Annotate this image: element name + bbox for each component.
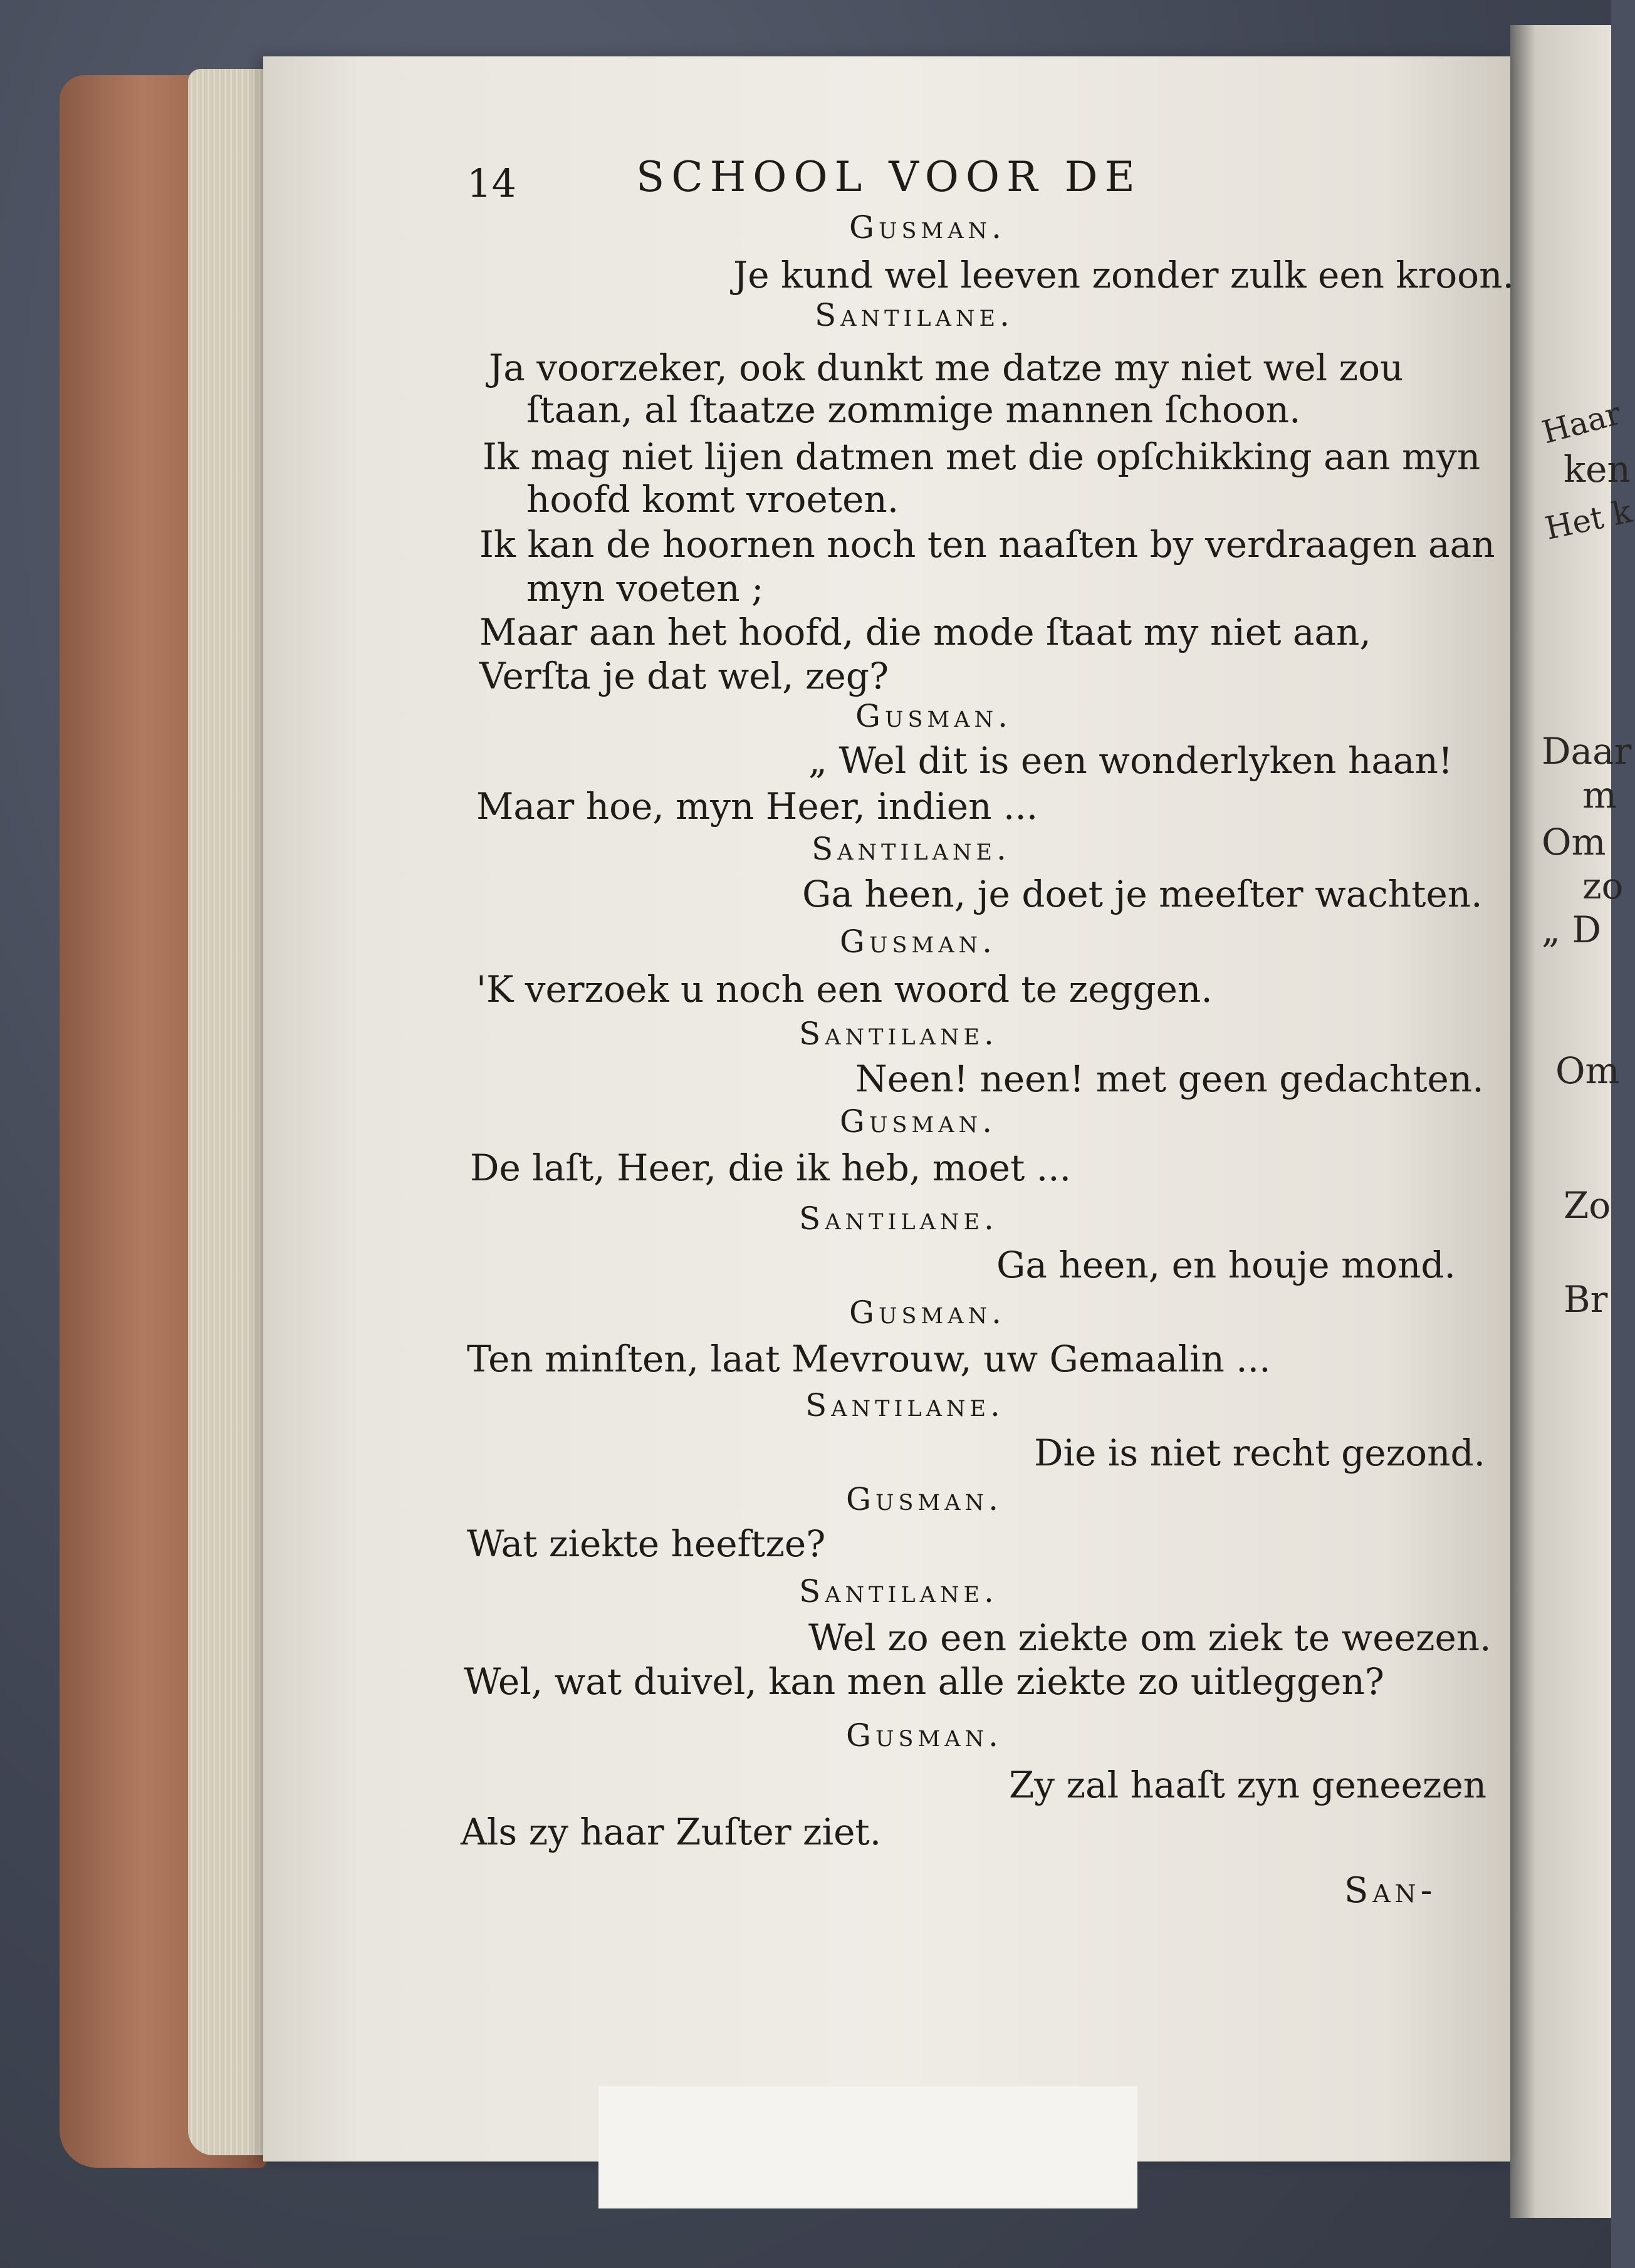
speaker-name: Gusman.: [846, 1717, 1003, 1754]
verse-line: Maar hoe, myn Heer, indien ...: [476, 785, 1038, 828]
speaker-name: Gusman.: [846, 1481, 1003, 1517]
facing-page-text: [1529, 0, 1635, 2193]
speaker-name: Santilane.: [812, 831, 1011, 867]
facing-fragment: Het k: [1542, 493, 1635, 547]
verse-line: Je kund wel leeven zonder zulk een kroon.: [733, 254, 1514, 296]
verse-line: Maar aan het hoofd, die mode ſtaat my niet aan,: [479, 611, 1371, 653]
verse-line: Ik kan de hoornen noch ten naaſten by verdraagen aan: [479, 523, 1495, 566]
verse-line: Ten minſten, laat Mevrouw, uw Gemaalin ...: [467, 1338, 1271, 1380]
speaker-name: Gusman.: [855, 698, 1013, 734]
verse-line: ſtaan, al ſtaatze zommige mannen ſchoon.: [526, 388, 1301, 431]
verse-line: Als zy haar Zuſter ziet.: [461, 1811, 882, 1853]
verse-line: myn voeten ;: [526, 567, 764, 610]
verse-line: Wat ziekte heeftze?: [467, 1522, 826, 1565]
redaction-box: [598, 2086, 1137, 2208]
speaker-name: Santilane.: [805, 1387, 1005, 1423]
speaker-name: Santilane.: [799, 1573, 998, 1610]
facing-fragment: Zo: [1564, 1184, 1611, 1227]
verse-line: Verſta je dat wel, zeg?: [479, 655, 889, 697]
facing-fragment: „ D: [1542, 908, 1601, 951]
verse-line: Neen! neen! met geen gedachten.: [855, 1058, 1484, 1100]
speaker-name: Gusman.: [849, 209, 1006, 246]
page-number: 14: [467, 160, 516, 206]
speaker-name: Gusman.: [840, 923, 997, 960]
facing-fragment: Om: [1555, 1049, 1620, 1092]
verse-line: De laſt, Heer, die ik heb, moet ...: [470, 1147, 1072, 1189]
facing-fragment: ken: [1564, 448, 1631, 491]
facing-fragment: Daar: [1542, 730, 1632, 772]
speaker-name: Santilane.: [815, 297, 1014, 333]
speaker-name: Gusman.: [849, 1294, 1006, 1331]
speaker-name: Gusman.: [840, 1103, 997, 1140]
verse-line: Die is niet recht gezond.: [1034, 1432, 1486, 1474]
facing-fragment: Om: [1542, 821, 1606, 863]
verse-line: Wel zo een ziekte om ziek te weezen.: [808, 1616, 1491, 1659]
verse-line: „ Wel dit is een wonderlyken haan!: [808, 739, 1453, 782]
verse-line: Ga heen, en houje mond.: [996, 1244, 1456, 1286]
verse-line: Wel, wat duivel, kan men alle ziekte zo uitleggen?: [464, 1660, 1384, 1703]
speaker-name: Santilane.: [799, 1200, 998, 1237]
speaker-name: Santilane.: [799, 1016, 998, 1052]
catchword: San-: [1344, 1870, 1437, 1911]
verse-line: Zy zal haaſt zyn geneezen: [1009, 1764, 1487, 1806]
verse-line: 'K verzoek u noch een woord te zeggen.: [476, 968, 1213, 1011]
verse-line: Ik mag niet lijen datmen met die opſchikking aan myn: [483, 435, 1481, 478]
running-title: SCHOOL VOOR DE: [636, 153, 1142, 201]
facing-fragment: Br: [1564, 1278, 1608, 1321]
verse-line: Ga heen, je doet je meeſter wachten.: [802, 873, 1483, 915]
verse-line: hoofd komt vroeten.: [526, 478, 899, 521]
facing-fragment: zo: [1582, 865, 1624, 907]
facing-fragment: m: [1582, 774, 1617, 816]
verse-line: Ja voorzeker, ook dunkt me datze my niet wel zou: [489, 346, 1404, 389]
facing-fragment: Haar: [1538, 395, 1625, 451]
